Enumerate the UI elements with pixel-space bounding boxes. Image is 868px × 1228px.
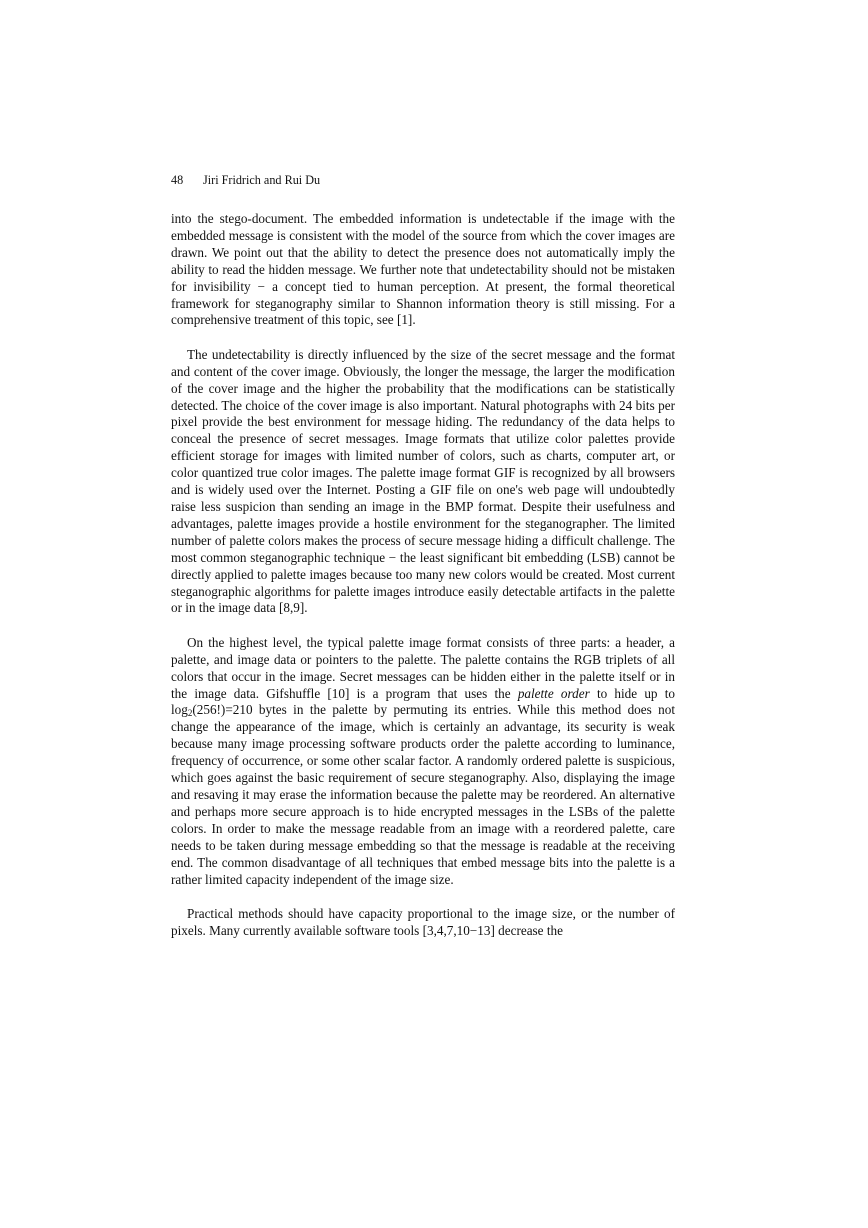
paragraph-text-segment: On the highest level, the typical palette image format consists of three parts: a header, a palette, and image data or pointers to the palette. The palette contains the RGB triplets of all colors that occur in the image. Secret messages can be hidden either in the palette itself or in the image data. Gifshuffle [10] is a program that uses the: [171, 634, 675, 701]
running-header-authors: Jiri Fridrich and Rui Du: [203, 173, 321, 187]
emphasized-term: palette order: [517, 685, 590, 701]
paragraph-continuation: into the stego-document. The embedded information is undetectable if the image with the embedded message is consistent with the model of the source from which the cover images are drawn. We point out that the ability to detect the presence does not automatically imply the ability to read the hidden message. We further note that undetectability should not be mistaken for invisibility − a concept tied to human perception. At present, the formal theoretical framework for steganography similar to Shannon information theory is still missing. For a comprehensive treatment of this topic, see [1].: [171, 211, 675, 328]
paragraph-practical-methods: Practical methods should have capacity proportional to the image size, or the number of pixels. Many currently available software tools [3,4,7,10−13] decrease the: [171, 905, 675, 938]
paragraph-text-segment: to hide up to log: [171, 685, 675, 718]
running-header: [171, 172, 675, 189]
log-subscript: 2: [187, 708, 193, 719]
paragraph-text-segment: (256!)=210 bytes in the palette by permuting its entries. While this method does not change the appearance of the image, which is certainly an advantage, its security is weak because many image processing software products order the palette according to luminance, frequency of occurrence, or some other scalar factor. A randomly ordered palette is suspicious, which goes against the basic requirement of secure steganography. Also, displaying the image and resaving it may erase the information because the palette may be reordered. An alternative and perhaps more secure approach is to hide encrypted messages in the LSBs of the palette colors. In order to make the message readable from an image with a reordered palette, care needs to be taken during message embedding so that the message is readable at the receiving end. The common disadvantage of all techniques that embed message bits into the palette is a rather limited capacity independent of the image size.: [171, 702, 675, 887]
body-text: [171, 211, 675, 940]
paragraph-undetectability: The undetectability is directly influenced by the size of the secret message and the format and content of the cover image. Obviously, the longer the message, the larger the modification of the cover image and the higher the probability that the modifications can be statistically detected. The choice of the cover image is also important. Natural photographs with 24 bits per pixel provide the best environment for message hiding. The redundancy of the data helps to conceal the presence of secret messages. Image formats that utilize color palettes provide efficient storage for images with limited number of colors, such as charts, computer art, or color quantized true color images. The palette image format GIF is recognized by all browsers and is widely used over the Internet. Posting a GIF file on one's web page will undoubtedly raise less suspicion than sending an image in the BMP format. Despite their usefulness and advantages, palette images provide a hostile environment for the steganographer. The limited number of palette colors makes the process of secure message hiding a difficult challenge. The most common steganographic technique − the least significant bit embedding (LSB) cannot be directly applied to palette images because too many new colors would be created. Most current steganographic algorithms for palette images introduce easily detectable artifacts in the palette or in the image data [8,9].: [171, 346, 675, 616]
paragraph-palette-format: [171, 635, 675, 889]
page-number: 48: [171, 173, 184, 187]
paper-page: [171, 172, 675, 940]
